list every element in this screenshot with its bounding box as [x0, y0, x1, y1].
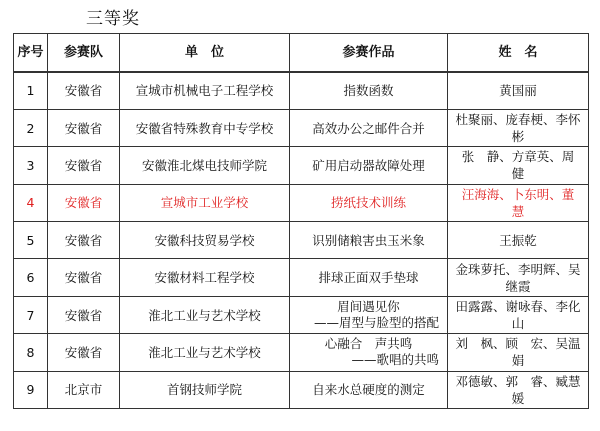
cell-unit: 淮北工业与艺术学校 — [120, 334, 290, 371]
work-line: 心融合 声共鸣 — [324, 336, 413, 352]
cell-team: 安徽省 — [48, 296, 120, 333]
work-line: 矿用启动器故障处理 — [312, 157, 425, 173]
cell-names: 杜聚丽、庞春梗、李怀彬 — [448, 109, 589, 146]
cell-names: 张 静、方章英、周 健 — [448, 147, 589, 184]
cell-team: 安徽省 — [48, 147, 120, 184]
cell-unit: 首钢技师学院 — [120, 371, 290, 408]
cell-work — [290, 296, 448, 333]
work-line: 指数函数 — [343, 83, 394, 99]
cell-unit: 淮北工业与艺术学校 — [120, 296, 290, 333]
table-row — [14, 184, 589, 221]
cell-work — [290, 371, 448, 408]
cell-unit: 宣城市工业学校 — [120, 184, 290, 221]
work-line: 排球正面双手垫球 — [318, 270, 419, 286]
cell-work — [290, 334, 448, 371]
page-title: 三等奖 — [86, 9, 140, 29]
cell-no: 8 — [14, 334, 48, 371]
cell-team: 安徽省 — [48, 109, 120, 146]
table-row — [14, 371, 589, 408]
table-row — [14, 109, 589, 146]
work-line: 识别储粮害虫玉米象 — [312, 232, 425, 248]
header-row — [14, 34, 589, 73]
header-team: 参赛队 — [48, 34, 120, 73]
header-unit: 单 位 — [120, 34, 290, 73]
work-line: 自来水总硬度的测定 — [312, 382, 425, 398]
work-line: 高效办公之邮件合并 — [312, 120, 425, 136]
cell-team: 安徽省 — [48, 184, 120, 221]
header-work: 参赛作品 — [290, 34, 448, 73]
cell-unit: 宣城市机械电子工程学校 — [120, 72, 290, 109]
cell-no: 1 — [14, 72, 48, 109]
cell-no: 2 — [14, 109, 48, 146]
table-row — [14, 334, 589, 371]
cell-names: 黄国丽 — [448, 72, 589, 109]
table-row — [14, 222, 589, 259]
cell-names: 邓德敏、郭 睿、臧慧媛 — [448, 371, 589, 408]
award-table — [13, 33, 589, 409]
work-line: ——眉型与脸型的搭配 — [313, 315, 439, 331]
cell-unit: 安徽科技贸易学校 — [120, 222, 290, 259]
table-row — [14, 259, 589, 296]
cell-work — [290, 184, 448, 221]
work-line: 眉间遇见你 — [337, 299, 400, 315]
cell-work — [290, 72, 448, 109]
cell-no: 7 — [14, 296, 48, 333]
work-line: 捞纸技术训练 — [330, 195, 406, 211]
cell-team: 安徽省 — [48, 72, 120, 109]
cell-names: 汪海海、卜东明、董 慧 — [448, 184, 589, 221]
cell-work — [290, 259, 448, 296]
cell-names: 金珠萝托、李明辉、吴继霞 — [448, 259, 589, 296]
cell-no: 5 — [14, 222, 48, 259]
header-name: 姓 名 — [448, 34, 589, 73]
table-row — [14, 296, 589, 333]
cell-team: 安徽省 — [48, 222, 120, 259]
cell-names: 王振乾 — [448, 222, 589, 259]
cell-no: 3 — [14, 147, 48, 184]
cell-team: 北京市 — [48, 371, 120, 408]
header-no: 序号 — [14, 34, 48, 73]
cell-names: 刘 枫、顾 宏、吴温娟 — [448, 334, 589, 371]
cell-work — [290, 109, 448, 146]
cell-work — [290, 147, 448, 184]
table-row — [14, 147, 589, 184]
cell-no: 4 — [14, 184, 48, 221]
cell-unit: 安徽材料工程学校 — [120, 259, 290, 296]
cell-names: 田露露、谢咏春、李化山 — [448, 296, 589, 333]
cell-team: 安徽省 — [48, 259, 120, 296]
cell-no: 6 — [14, 259, 48, 296]
cell-unit: 安徽省特殊教育中专学校 — [120, 109, 290, 146]
work-line: ——歌唱的共鸣 — [351, 352, 439, 368]
table-row — [14, 72, 589, 109]
cell-no: 9 — [14, 371, 48, 408]
cell-work — [290, 222, 448, 259]
cell-unit: 安徽淮北煤电技师学院 — [120, 147, 290, 184]
cell-team: 安徽省 — [48, 334, 120, 371]
